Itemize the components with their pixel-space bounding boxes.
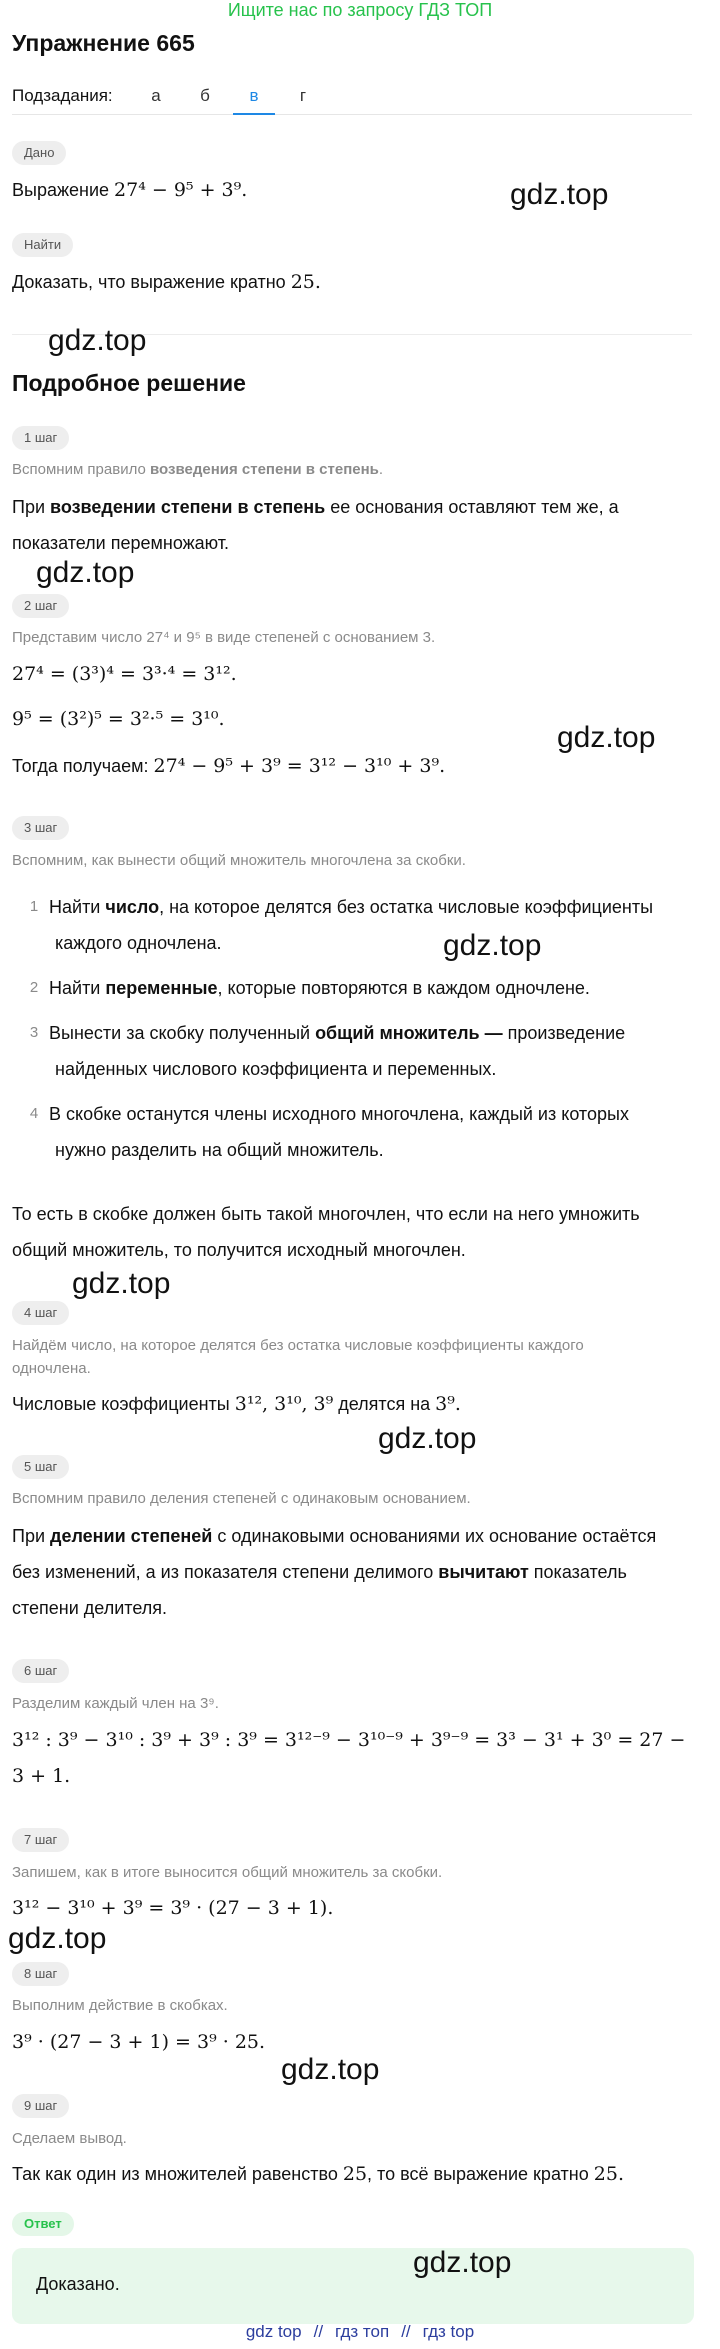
list-item-post: , которые повторяются в каждом одночлене.	[217, 978, 590, 998]
step4-body-prefix: Числовые коэффициенты	[12, 1394, 235, 1414]
step8-line1: 3⁹ · (27 − 3 + 1) = 3⁹ · 25.	[12, 2031, 266, 2053]
step7-line1: 3¹² − 3¹⁰ + 3⁹ = 3⁹ · (27 − 3 + 1).	[12, 1897, 334, 1919]
watermark: gdz.top	[443, 929, 542, 962]
step9-badge: 9 шаг	[12, 2094, 69, 2118]
solution-title: Подробное решение	[12, 370, 246, 396]
footer-separator: //	[401, 2322, 411, 2341]
step5-body-line2-prefix: без изменений, а из показателя степени делимого	[12, 1562, 439, 1582]
step1-body-suffix: ее основания оставляют тем же, а	[325, 497, 619, 517]
step5-body-suffix: с одинаковыми основаниями их основание остаётся	[212, 1526, 657, 1546]
step3-badge: 3 шаг	[12, 816, 69, 840]
tabs-divider	[12, 114, 692, 115]
watermark: gdz.top	[413, 2246, 512, 2279]
list-item-post: , на которое делятся без остатка числовые коэффициенты	[159, 897, 654, 917]
list-item-bold: переменные	[105, 978, 218, 998]
list-item-line2: каждого одночлена.	[55, 933, 222, 953]
active-tab-indicator	[233, 113, 275, 115]
footer-separator: //	[313, 2322, 324, 2341]
find-text	[12, 264, 321, 300]
list-item: В скобке останутся члены исходного многочлена, каждый из которых	[49, 1104, 629, 1124]
list-number: 4	[29, 1105, 39, 1122]
step2-line1: 27⁴ = (3³)⁴ = 3³·⁴ = 3¹².	[12, 663, 237, 685]
watermark: gdz.top	[510, 178, 609, 211]
list-item	[49, 889, 653, 925]
step1-hint-prefix: Вспомним правило	[12, 461, 151, 478]
step4-badge: 4 шаг	[12, 1301, 69, 1325]
find-value: 25.	[290, 271, 321, 293]
step1-body-line2: показатели перемножают.	[12, 533, 230, 553]
step1-body-prefix: При	[12, 497, 51, 517]
given-badge: Дано	[12, 141, 66, 165]
step1-hint-bold: возведения степени в степень	[150, 461, 379, 478]
list-item-bold: число	[105, 897, 160, 917]
step9-body-value1: 25	[342, 2163, 368, 2185]
tab-a[interactable]: а	[151, 86, 161, 105]
step1-hint	[12, 461, 383, 478]
given-prefix: Выражение	[12, 180, 115, 200]
step9-body-mid: , то всё выражение кратно	[367, 2164, 594, 2184]
footer-links	[0, 2322, 720, 2342]
step4-body-suffix: делятся на	[333, 1394, 436, 1414]
step6-line1: 3¹² : 3⁹ − 3¹⁰ : 3⁹ + 3⁹ : 3⁹ = 3¹²⁻⁹ − 3¹⁰⁻⁹ + 3⁹⁻⁹ = 3³ − 3¹ + 3⁰ = 27 −	[12, 1729, 686, 1751]
step4-body	[12, 1386, 461, 1422]
step9-body-prefix: Так как один из множителей равенство	[12, 2164, 343, 2184]
tab-b[interactable]: б	[200, 86, 210, 105]
list-number: 3	[29, 1024, 39, 1041]
tab-v[interactable]: в	[249, 86, 259, 105]
watermark: gdz.top	[8, 1922, 107, 1955]
step5-body-line2	[12, 1554, 627, 1590]
footer-link[interactable]: гдз top	[422, 2322, 475, 2341]
step6-line2: 3 + 1.	[12, 1765, 71, 1787]
given-text	[12, 172, 247, 208]
step8-badge: 8 шаг	[12, 1962, 69, 1986]
list-item-bold: общий множитель —	[315, 1023, 503, 1043]
step2-hint: Представим число 27⁴ и 9⁵ в виде степеней с основанием 3.	[12, 629, 436, 646]
step5-body-line2-suffix: показатель	[528, 1562, 627, 1582]
watermark: gdz.top	[557, 721, 656, 754]
find-prefix: Доказать, что выражение кратно	[12, 272, 291, 292]
step4-body-math: 3¹², 3¹⁰, 3⁹	[234, 1393, 334, 1415]
footer-link[interactable]: гдз топ	[335, 2322, 390, 2341]
step1-badge: 1 шаг	[12, 426, 69, 450]
list-item-line2: нужно разделить на общий множитель.	[55, 1140, 384, 1160]
step2-line3-math: 27⁴ − 9⁵ + 3⁹ = 3¹² − 3¹⁰ + 3⁹.	[153, 755, 446, 777]
step5-body-prefix: При	[12, 1526, 51, 1546]
step5-body-line3: степени делителя.	[12, 1598, 167, 1618]
given-expression: 27⁴ − 9⁵ + 3⁹.	[114, 179, 248, 201]
step2-badge: 2 шаг	[12, 594, 69, 618]
step7-badge: 7 шаг	[12, 1828, 69, 1852]
list-item-pre: Найти	[49, 897, 106, 917]
watermark: gdz.top	[378, 1422, 477, 1455]
step5-body-line1	[12, 1518, 656, 1554]
step8-hint: Выполним действие в скобках.	[12, 1997, 228, 2014]
step5-body-bold2: вычитают	[438, 1562, 529, 1582]
answer-text: Доказано.	[36, 2274, 120, 2294]
step9-body	[12, 2156, 624, 2192]
watermark: gdz.top	[36, 556, 135, 589]
tab-g[interactable]: г	[299, 86, 307, 105]
step4-hint-line1: Найдём число, на которое делятся без остатка числовые коэффициенты каждого	[12, 1337, 584, 1354]
step3-after-line2: общий множитель, то получится исходный многочлен.	[12, 1240, 466, 1260]
step2-line3	[12, 748, 445, 784]
step7-hint: Запишем, как в итоге выносится общий множитель за скобки.	[12, 1864, 443, 1881]
step3-after-line1: То есть в скобке должен быть такой многочлен, что если на него умножить	[12, 1204, 640, 1224]
list-item-pre: Найти	[49, 978, 106, 998]
list-number: 1	[29, 898, 39, 915]
step6-hint: Разделим каждый член на 3⁹.	[12, 1695, 219, 1712]
step1-hint-suffix: .	[378, 461, 384, 478]
find-badge: Найти	[12, 233, 73, 257]
list-item-pre: Вынести за скобку полученный	[49, 1023, 316, 1043]
step2-line3-prefix: Тогда получаем:	[12, 756, 154, 776]
watermark: gdz.top	[48, 324, 147, 357]
step5-badge: 5 шаг	[12, 1455, 69, 1479]
step4-body-value: 3⁹.	[435, 1393, 461, 1415]
step6-badge: 6 шаг	[12, 1659, 69, 1683]
answer-badge: Ответ	[12, 2212, 74, 2236]
list-item-line2: найденных числового коэффициента и переменных.	[55, 1059, 497, 1079]
step4-hint-line2: одночлена.	[12, 1360, 91, 1377]
step3-hint: Вспомним, как вынести общий множитель многочлена за скобки.	[12, 852, 466, 869]
watermark: gdz.top	[281, 2053, 380, 2086]
step5-hint: Вспомним правило деления степеней с одинаковым основанием.	[12, 1490, 471, 1507]
list-item	[49, 970, 590, 1006]
step9-hint: Сделаем вывод.	[12, 2130, 127, 2147]
step9-body-value2: 25.	[593, 2163, 624, 2185]
step1-body-bold: возведении степени в степень	[50, 497, 326, 517]
top-banner[interactable]: Ищите нас по запросу ГДЗ ТОП	[227, 0, 493, 20]
step2-line2: 9⁵ = (3²)⁵ = 3²·⁵ = 3¹⁰.	[12, 708, 225, 730]
list-item-post: произведение	[502, 1023, 626, 1043]
watermark: gdz.top	[72, 1267, 171, 1300]
list-item	[49, 1015, 625, 1051]
footer-link[interactable]: gdz top	[245, 2322, 302, 2341]
step5-body-bold1: делении степеней	[50, 1526, 213, 1546]
page-title: Упражнение 665	[12, 30, 195, 56]
list-number: 2	[29, 979, 39, 996]
step1-body-line1	[12, 489, 619, 525]
subtasks-label: Подзадания:	[12, 86, 113, 105]
